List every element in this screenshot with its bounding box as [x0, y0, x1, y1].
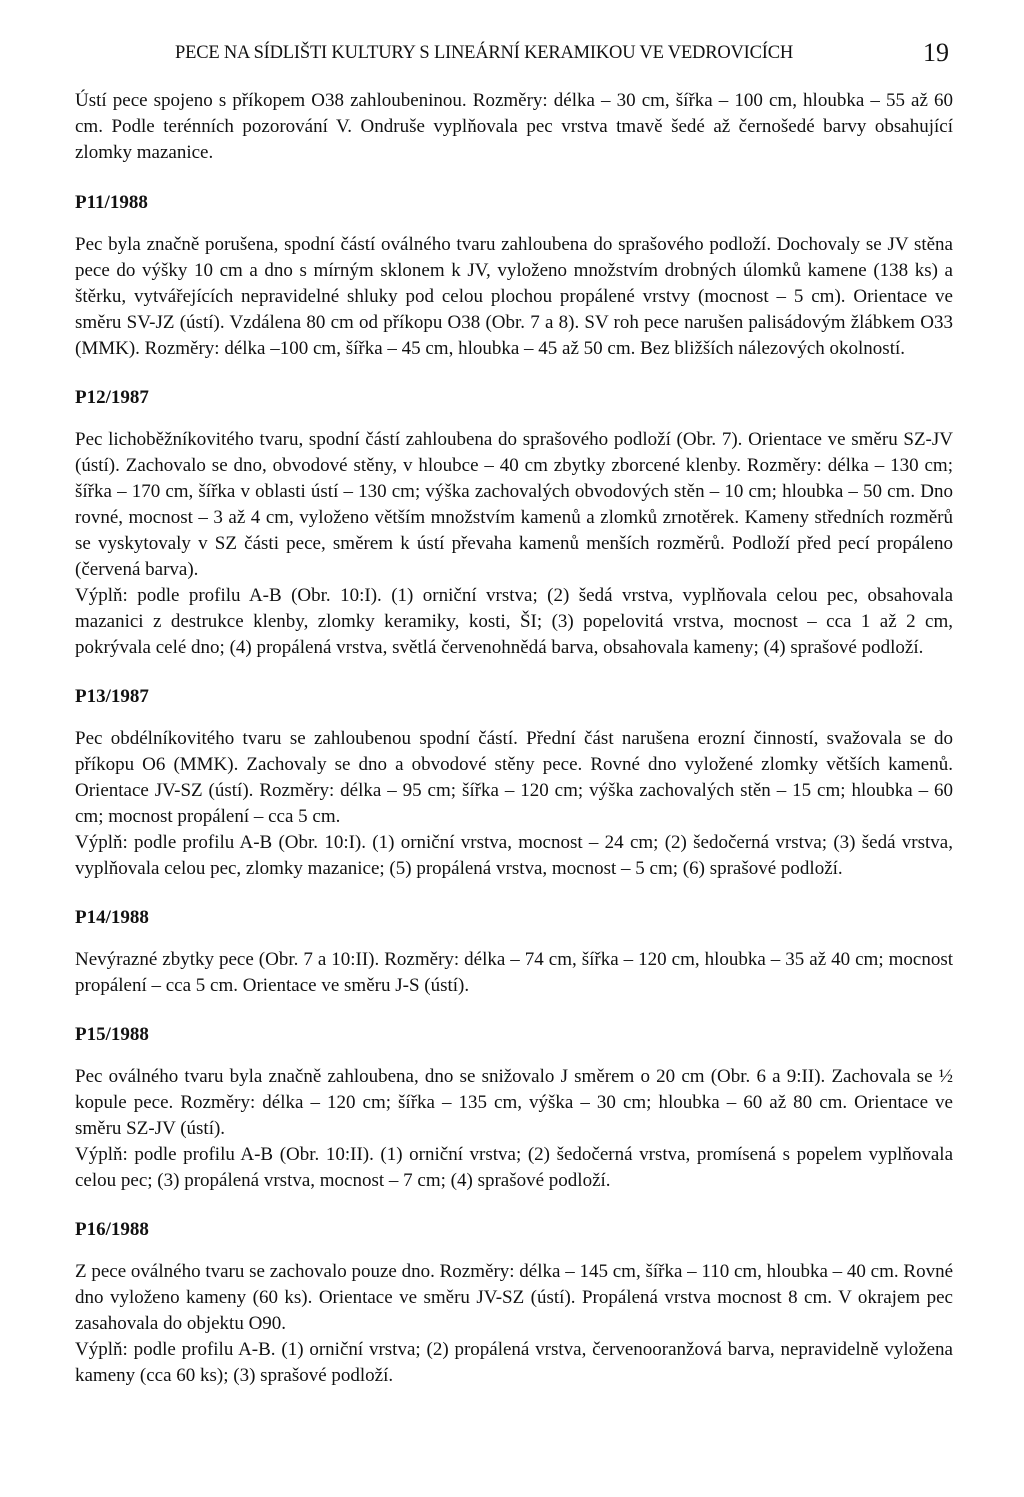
- fill-description-paragraph: Výplň: podle profilu A-B. (1) orniční vrstva; (2) propálená vrstva, červenooranžová barva, nepravidelně vyložena kameny (cca 60 ks); (3) sprašové podloží.: [75, 1339, 953, 1386]
- fill-description-paragraph: Výplň: podle profilu A-B (Obr. 10:I). (1) orniční vrstva; (2) šedá vrstva, vyplňovala celou pec, obsahovala mazanici z destrukce klenby, zlomky keramiky, kosti, ŠI; (3) popelovitá vrstva, mocnost – cca 1 až 2 cm, pokrývala celé dno; (4) propálená vrstva, světlá červenohnědá barva, obsahovala kameny; (4) sprašové podloží.: [75, 585, 953, 658]
- body-text: [75, 88, 953, 1412]
- section-p14-1988: [75, 905, 953, 999]
- section-p15-1988: [75, 1022, 953, 1194]
- page-number: 19: [923, 38, 949, 67]
- section-p16-1988: [75, 1217, 953, 1389]
- running-header: [75, 38, 953, 78]
- section-p11-1988: [75, 190, 953, 362]
- section-heading: P13/1987: [75, 686, 149, 707]
- section-heading: P11/1988: [75, 192, 148, 213]
- section-heading: P16/1988: [75, 1219, 149, 1240]
- section-heading: P12/1987: [75, 387, 149, 408]
- section-heading: P15/1988: [75, 1024, 149, 1045]
- section-paragraph: Pec lichoběžníkovitého tvaru, spodní částí zahloubena do sprašového podloží (Obr. 7). Orientace ve směru SZ-JV (ústí). Zachovalo se dno, obvodové stěny, v hloubce – 40 cm zbytky zborcené klenby. Rozměry: délka – 130 cm; šířka – 170 cm, šířka v oblasti ústí – 130 cm; výška zachovalých obvodových stěn – 10 cm; hloubka – 50 cm. Dno rovné, mocnost – 3 až 4 cm, vyloženo větším množstvím kamenů a zlomků zrnotěrek. Kameny středních rozměrů se vyskytovaly v SZ části pece, směrem k ústí převaha kamenů menších rozměrů. Podloží před pecí propáleno (červená barva).: [75, 429, 953, 580]
- section-p13-1987: [75, 684, 953, 882]
- running-title: PECE NA SÍDLIŠTI KULTURY S LINEÁRNÍ KERAMIKOU VE VEDROVICÍCH: [175, 43, 794, 63]
- section-p12-1987: [75, 385, 953, 661]
- lead-paragraph: Ústí pece spojeno s příkopem O38 zahloubeninou. Rozměry: délka – 30 cm, šířka – 100 cm, hloubka – 55 až 60 cm. Podle terénních pozorování V. Ondruše vyplňovala pec vrstva tmavě šedé až černošedé barvy obsahující zlomky mazanice.: [75, 90, 953, 163]
- section-paragraph: Z pece oválného tvaru se zachovalo pouze dno. Rozměry: délka – 145 cm, šířka – 110 cm, hloubka – 40 cm. Rovné dno vyloženo kameny (60 ks). Orientace ve směru JV-SZ (ústí). Propálená vrstva mocnost 8 cm. V okrajem pec zasahovala do objektu O90.: [75, 1261, 953, 1334]
- section-paragraph: Pec obdélníkovitého tvaru se zahloubenou spodní částí. Přední část narušena erozní činností, svažovala se do příkopu O6 (MMK). Zachovaly se dno a obvodové stěny pece. Rovné dno vyložené zlomky větších kamenů. Orientace JV-SZ (ústí). Rozměry: délka – 95 cm; šířka – 120 cm; výška zachovalých stěn – 15 cm; hloubka – 60 cm; mocnost propálení – cca 5 cm.: [75, 728, 953, 827]
- fill-description-paragraph: Výplň: podle profilu A-B (Obr. 10:II). (1) orniční vrstva; (2) šedočerná vrstva, promísená s popelem vyplňovala celou pec; (3) propálená vrstva, mocnost – 7 cm; (4) sprašové podloží.: [75, 1144, 953, 1191]
- section-paragraph: Pec byla značně porušena, spodní částí oválného tvaru zahloubena do sprašového podloží. Dochovaly se JV stěna pece do výšky 10 cm a dno s mírným sklonem k JV, vyloženo množstvím drobných úlomků kamene (138 ks) a štěrku, vytvářejících nepravidelné shluky pod celou plochou propálené vrstvy (mocnost – 5 cm). Orientace ve směru SV-JZ (ústí). Vzdálena 80 cm od příkopu O38 (Obr. 7 a 8). SV roh pece narušen palisádovým žlábkem O33 (MMK). Rozměry: délka –100 cm, šířka – 45 cm, hloubka – 45 až 50 cm. Bez bližších nálezových okolností.: [75, 234, 953, 359]
- section-paragraph: Nevýrazné zbytky pece (Obr. 7 a 10:II). Rozměry: délka – 74 cm, šířka – 120 cm, hloubka – 35 až 40 cm; mocnost propálení – cca 5 cm. Orientace ve směru J-S (ústí).: [75, 949, 953, 996]
- section-paragraph: Pec oválného tvaru byla značně zahloubena, dno se snižovalo J směrem o 20 cm (Obr. 6 a 9:II). Zachovala se ½ kopule pece. Rozměry: délka – 120 cm; šířka – 135 cm, výška – 30 cm; hloubka – 60 až 80 cm. Orientace ve směru SZ-JV (ústí).: [75, 1066, 953, 1139]
- fill-description-paragraph: Výplň: podle profilu A-B (Obr. 10:I). (1) orniční vrstva, mocnost – 24 cm; (2) šedočerná vrstva; (3) šedá vrstva, vyplňovala celou pec, zlomky mazanice; (5) propálená vrstva, mocnost – 5 cm; (6) sprašové podloží.: [75, 832, 953, 879]
- section-heading: P14/1988: [75, 907, 149, 928]
